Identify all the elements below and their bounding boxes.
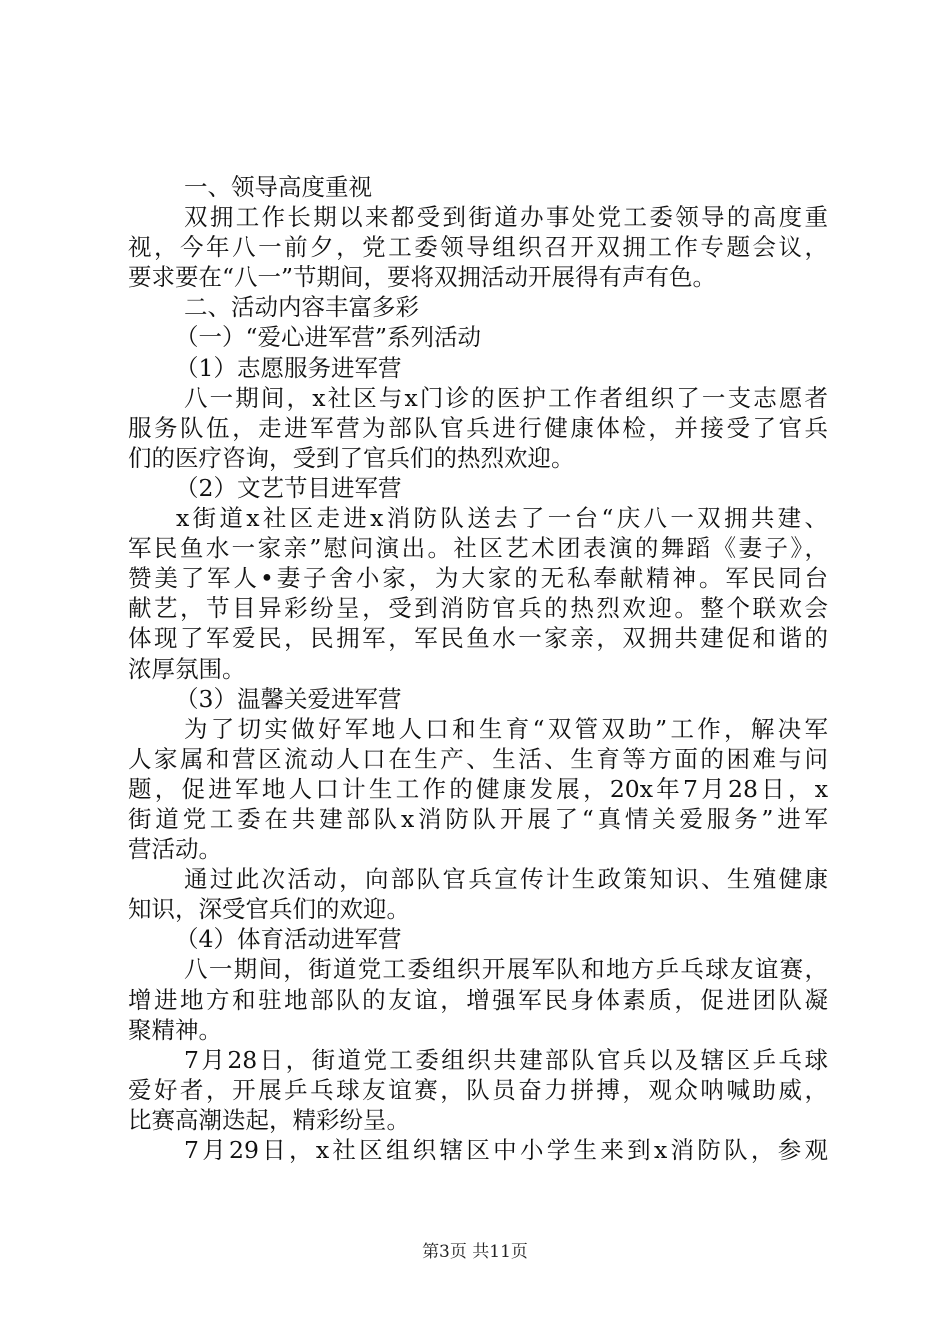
paragraph-line: 八一期间，x社区与x门诊的医护工作者组织了一支志愿者 [184,383,828,412]
paragraph-line: 视，今年八一前夕，党工委领导组织召开双拥工作专题会议， [128,233,828,262]
paragraph-line: 7月29日，x社区组织辖区中小学生来到x消防队，参观 [184,1136,828,1164]
subheading-sports: （4）体育活动进军营 [175,925,402,954]
paragraph-line: 八一期间，街道党工委组织开展军队和地方乒乓球友谊赛， [184,955,828,984]
paragraph-line: 体现了军爱民，民拥军，军民鱼水一家亲，双拥共建促和谐的 [128,624,828,653]
paragraph-line: 服务队伍，走进军营为部队官兵进行健康体检，并接受了官兵 [128,413,828,442]
paragraph-line: 题，促进军地人口计生工作的健康发展，20x年7月28日，x [128,774,828,803]
paragraph-line: 知识，深受官兵们的欢迎。 [128,895,410,924]
paragraph-line: 比赛高潮迭起，精彩纷呈。 [128,1105,410,1134]
paragraph-line: 通过此次活动，向部队官兵宣传计生政策知识、生殖健康 [184,865,828,894]
subheading-arts: （2）文艺节目进军营 [175,473,402,502]
document-body [128,172,828,1165]
paragraph-line: 军民鱼水一家亲”慰问演出。社区艺术团表演的舞蹈《妻子》， [128,534,828,563]
heading-leadership: 一、领导高度重视 [184,173,372,201]
paragraph-line: 双拥工作长期以来都受到街道办事处党工委领导的高度重 [184,203,828,232]
paragraph-line: 浓厚氛围。 [128,654,246,683]
subheading-care: （3）温馨关爱进军营 [175,684,402,713]
subheading-love-series: （一）“爱心进军营”系列活动 [175,323,482,352]
heading-activities: 二、活动内容丰富多彩 [184,293,419,322]
paragraph-line: 赞美了军人•妻子舍小家，为大家的无私奉献精神。军民同台 [128,564,828,593]
page-number-footer: 第3页 共11页 [422,1242,528,1262]
paragraph-line: 增进地方和驻地部队的友谊，增强军民身体素质，促进团队凝 [128,985,828,1014]
paragraph-line: 营活动。 [128,835,222,864]
paragraph-line: 7月28日，街道党工委组织共建部队官兵以及辖区乒乓球 [184,1045,828,1074]
paragraph-line: 爱好者，开展乒乓球友谊赛，队员奋力拼搏，观众呐喊助威， [128,1075,828,1104]
paragraph-line: 要求要在“八一”节期间，要将双拥活动开展得有声有色。 [128,263,717,292]
paragraph-line: 为了切实做好军地人口和生育“双管双助”工作，解决军 [184,714,828,743]
paragraph-line: 献艺，节目异彩纷呈，受到消防官兵的热烈欢迎。整个联欢会 [128,594,828,623]
subheading-volunteer: （1）志愿服务进军营 [175,353,402,382]
paragraph-line: 聚精神。 [128,1015,222,1044]
paragraph-line: 街道党工委在共建部队x消防队开展了“真情关爱服务”进军 [128,804,828,833]
paragraph-line: x街道x社区走进x消防队送去了一台“庆八一双拥共建、 [176,504,828,533]
paragraph-line: 人家属和营区流动人口在生产、生活、生育等方面的困难与问 [128,744,828,773]
paragraph-line: 们的医疗咨询，受到了官兵们的热烈欢迎。 [128,443,575,472]
